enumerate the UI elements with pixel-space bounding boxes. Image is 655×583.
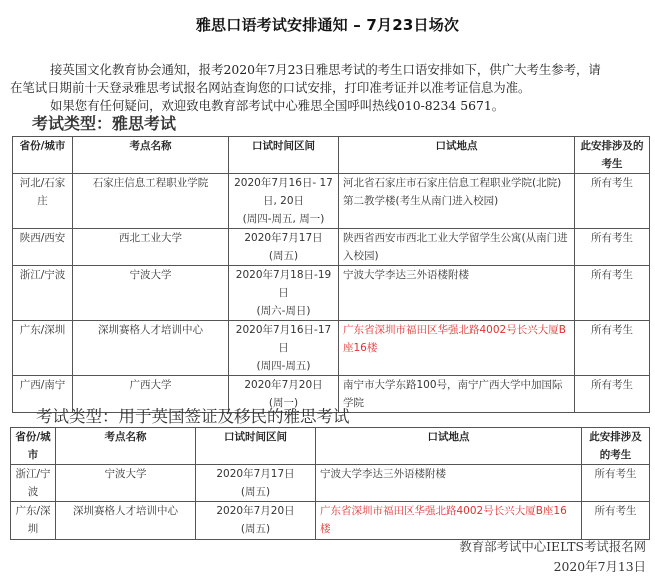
intro-line-3: 如果您有任何疑问，欢迎致电教育部考试中心雅思全国呼叫热线010-8234 5671。: [50, 98, 505, 113]
cell-city: 河北/石家庄: [13, 174, 73, 229]
cell-address: 广东省深圳市福田区华强北路4002号长兴大厦B座16楼: [339, 321, 575, 376]
intro-line-2: 在笔试日期前十天登录雅思考试报名网站查询您的口试安排，打印准考证并以准考证信息为准。: [10, 80, 531, 95]
cell-city: 广西/南宁: [13, 376, 73, 413]
cell-date: [229, 229, 339, 266]
table-row: [13, 266, 650, 321]
cell-date: [196, 502, 316, 540]
cell-scope: 所有考生: [575, 266, 650, 321]
header-venue: 考点名称: [56, 428, 196, 465]
cell-city: 陕西/西安: [13, 229, 73, 266]
header-date: 口试时间区间: [229, 137, 339, 174]
cell-date: [229, 174, 339, 229]
date-range: 2020年7月17日: [244, 232, 323, 244]
cell-scope: 所有考生: [575, 229, 650, 266]
table-row: [13, 229, 650, 266]
date-range: 2020年7月16日- 17日, 20日: [234, 177, 333, 207]
header-date: 口试时间区间: [196, 428, 316, 465]
cell-date: [196, 465, 316, 502]
cell-address: 宁波大学李达三外语楼附楼: [316, 465, 582, 502]
schedule-table-ielts: [12, 136, 650, 413]
date-range: 2020年7月20日: [244, 379, 323, 391]
weekday-range: (周五): [240, 486, 271, 498]
weekday-range: (周四-周五, 周一): [242, 213, 325, 225]
header-scope: 此安排涉及的考生: [582, 428, 650, 465]
weekday-range: (周一): [268, 397, 299, 409]
cell-venue: 石家庄信息工程职业学院: [73, 174, 229, 229]
cell-scope: 所有考生: [575, 174, 650, 229]
cell-date: [229, 321, 339, 376]
weekday-range: (周五): [268, 250, 299, 262]
cell-venue: 深圳赛格人才培训中心: [56, 502, 196, 540]
cell-address: 陕西省西安市西北工业大学留学生公寓(从南门进入校园): [339, 229, 575, 266]
date-range: 2020年7月17日: [216, 468, 295, 480]
intro-paragraph: [10, 61, 650, 115]
header-address: 口试地点: [316, 428, 582, 465]
date-range: 2020年7月20日: [216, 505, 295, 517]
section1-heading: 考试类型：雅思考试: [32, 114, 177, 133]
weekday-range: (周五): [240, 523, 271, 535]
header-city: 省份/城市: [13, 137, 73, 174]
table-row: [13, 174, 650, 229]
table-row: [13, 321, 650, 376]
footer-date: 2020年7月13日: [553, 559, 646, 574]
table-header-row: [11, 428, 650, 465]
cell-address: 广东省深圳市福田区华强北路4002号长兴大厦B座16楼: [316, 502, 582, 540]
cell-scope: 所有考生: [582, 465, 650, 502]
header-scope: 此安排涉及的考生: [575, 137, 650, 174]
cell-date: [229, 266, 339, 321]
intro-line-1: 接英国文化教育协会通知，报考2020年7月23日雅思考试的考生口语安排如下，供广大考生参考，请: [50, 62, 601, 77]
table-header-row: [13, 137, 650, 174]
schedule-table-ukvi: [10, 427, 650, 540]
header-venue: 考点名称: [73, 137, 229, 174]
footer-org: 教育部考试中心IELTS考试报名网: [459, 539, 646, 554]
weekday-range: (周四-周五): [256, 360, 311, 372]
cell-city: 广东/深圳: [13, 321, 73, 376]
date-range: 2020年7月18日-19日: [235, 269, 332, 299]
cell-city: 广东/深圳: [11, 502, 56, 540]
cell-city: 浙江/宁波: [11, 465, 56, 502]
cell-scope: 所有考生: [582, 502, 650, 540]
weekday-range: (周六-周日): [256, 305, 311, 317]
cell-city: 浙江/宁波: [13, 266, 73, 321]
cell-scope: 所有考生: [575, 321, 650, 376]
header-address: 口试地点: [339, 137, 575, 174]
cell-venue: 广西大学: [73, 376, 229, 413]
cell-address: 南宁市大学东路100号，南宁广西大学中加国际学院: [339, 376, 575, 413]
page-title: 雅思口语考试安排通知 – 7月23日场次: [195, 16, 460, 34]
cell-scope: 所有考生: [575, 376, 650, 413]
section2-heading: 考试类型：用于英国签证及移民的雅思考试: [36, 407, 350, 426]
cell-address: 宁波大学李达三外语楼附楼: [339, 266, 575, 321]
table-row: [11, 465, 650, 502]
cell-venue: 宁波大学: [56, 465, 196, 502]
cell-venue: 宁波大学: [73, 266, 229, 321]
header-city: 省份/城市: [11, 428, 56, 465]
cell-venue: 西北工业大学: [73, 229, 229, 266]
date-range: 2020年7月16日-17日: [235, 324, 332, 354]
cell-address: 河北省石家庄市石家庄信息工程职业学院(北院)第二教学楼(考生从南门进入校园): [339, 174, 575, 229]
table-row: [11, 502, 650, 540]
cell-venue: 深圳赛格人才培训中心: [73, 321, 229, 376]
